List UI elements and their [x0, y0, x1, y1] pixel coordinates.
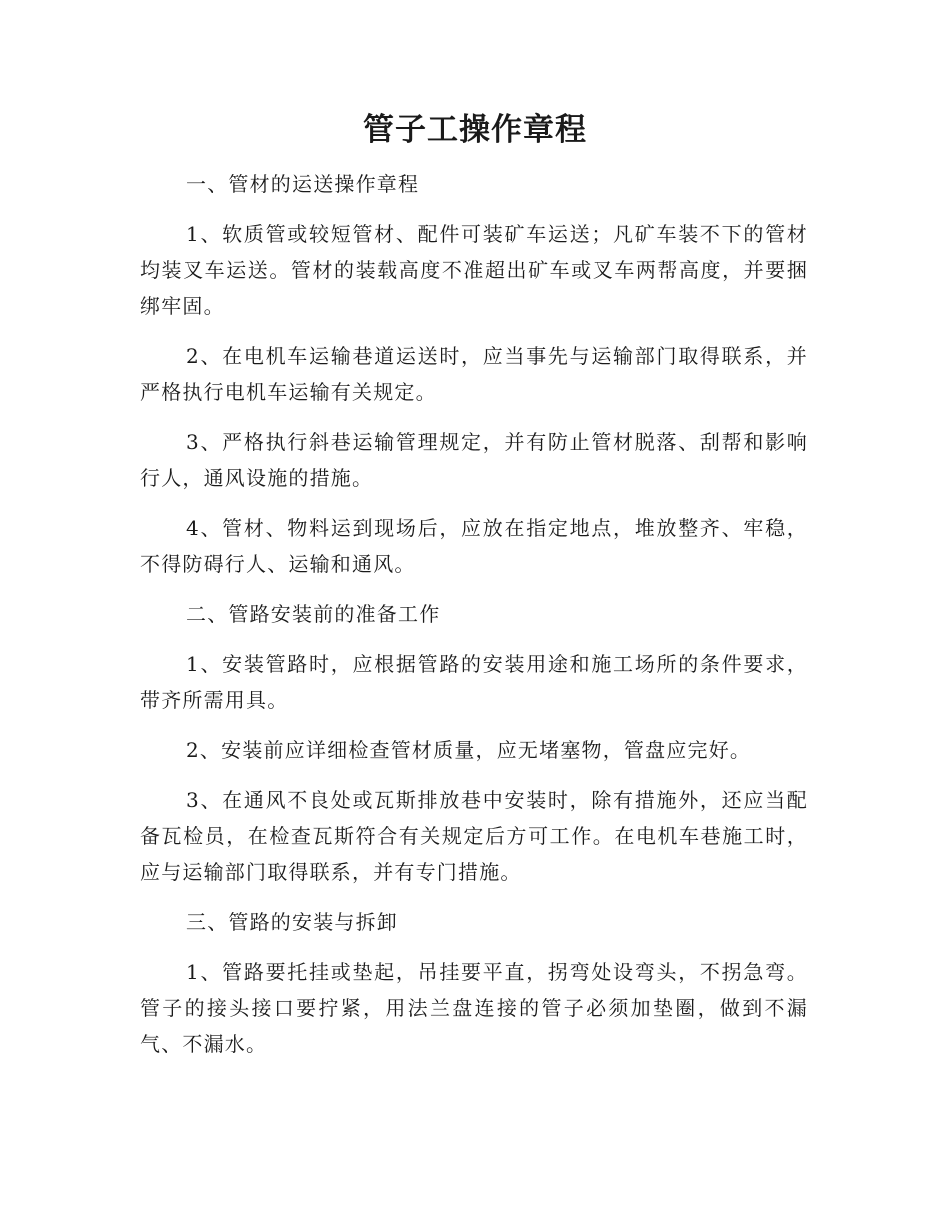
paragraph: 4、管材、物料运到现场后，应放在指定地点，堆放整齐、牢稳，不得防碍行人、运输和通风。 — [140, 516, 808, 576]
paragraph: 1、安装管路时，应根据管路的安装用途和施工场所的条件要求，带齐所需用具。 — [140, 652, 808, 712]
section-heading: 一、管材的运送操作章程 — [186, 172, 420, 196]
paragraph: 1、管路要托挂或垫起，吊挂要平直，拐弯处设弯头，不拐急弯。管子的接头接口要拧紧，用法兰盘连接的管子必须加垫圈，做到不漏气、不漏水。 — [140, 960, 808, 1056]
paragraph: 3、在通风不良处或瓦斯排放巷中安装时，除有措施外，还应当配备瓦检员，在检查瓦斯符合有关规定后方可工作。在电机车巷施工时，应与运输部门取得联系，并有专门措施。 — [140, 788, 808, 884]
section-heading: 二、管路安装前的准备工作 — [186, 602, 441, 626]
document-body — [140, 166, 808, 1076]
paragraph: 2、在电机车运输巷道运送时，应当事先与运输部门取得联系，并严格执行电机车运输有关规定。 — [140, 344, 808, 404]
document-title: 管子工操作章程 — [363, 112, 587, 148]
section-heading: 三、管路的安装与拆卸 — [186, 910, 398, 934]
paragraph: 2、安装前应详细检查管材质量，应无堵塞物，管盘应完好。 — [186, 738, 752, 762]
paragraph: 1、软质管或较短管材、配件可装矿车运送；凡矿车装不下的管材均装叉车运送。管材的装载高度不准超出矿车或叉车两帮高度，并要捆绑牢固。 — [140, 222, 808, 318]
paragraph: 3、严格执行斜巷运输管理规定，并有防止管材脱落、刮帮和影响行人，通风设施的措施。 — [140, 430, 808, 490]
